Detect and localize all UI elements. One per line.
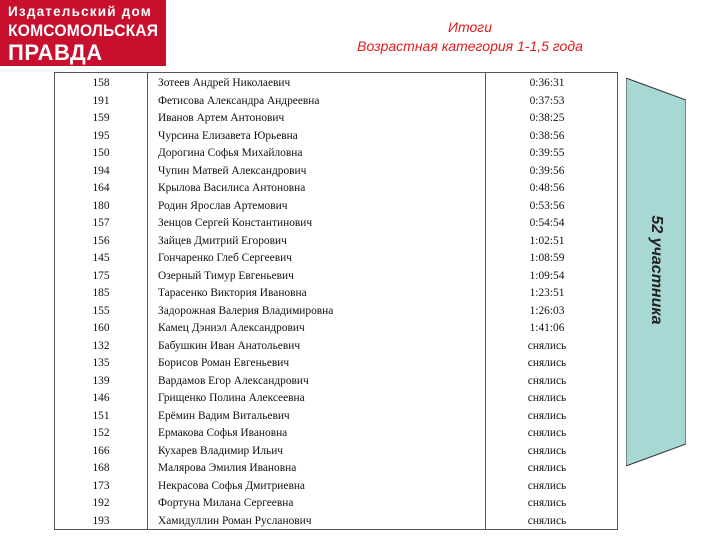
participant-name: Зотеев Андрей Николаевич xyxy=(158,77,291,89)
bib-number: 152 xyxy=(92,427,110,439)
participant-name: Ерёмин Вадим Витальевич xyxy=(158,409,290,422)
results-rows xyxy=(55,74,617,529)
logo-line-1: Издательский дом xyxy=(8,4,152,19)
bib-number: 180 xyxy=(92,199,110,212)
participant-name: Грищенко Полина Алексеевна xyxy=(158,392,305,404)
finish-time: 0:54:54 xyxy=(529,217,565,229)
table-row xyxy=(55,494,617,512)
finish-time: снялись xyxy=(527,392,567,404)
table-row xyxy=(55,442,617,460)
bib-number: 175 xyxy=(92,269,110,282)
participant-name: Зенцов Сергей Константинович xyxy=(158,217,313,229)
table-row xyxy=(55,302,617,320)
finish-time: снялись xyxy=(527,479,567,492)
bib-number: 159 xyxy=(92,112,110,124)
bib-number: 195 xyxy=(92,129,110,142)
participant-name: Чупин Матвей Александрович xyxy=(158,164,307,177)
finish-time: 1:23:51 xyxy=(529,287,565,299)
table-row xyxy=(55,127,617,145)
table-row xyxy=(55,74,617,92)
logo-line-2: КОМСОМОЛЬСКАЯ xyxy=(8,21,159,40)
finish-time: снялись xyxy=(527,357,567,369)
participant-name: Фетисова Александра Андреевна xyxy=(158,94,320,107)
finish-time: 1:08:59 xyxy=(529,252,565,264)
finish-time: снялись xyxy=(527,427,567,439)
participant-name: Ермакова Софья Ивановна xyxy=(158,427,288,439)
participant-name: Некрасова Софья Дмитриевна xyxy=(158,479,305,492)
bib-number: 193 xyxy=(92,514,110,527)
bib-number: 173 xyxy=(92,479,110,492)
finish-time: снялись xyxy=(527,444,567,457)
bib-number: 155 xyxy=(92,304,110,317)
bib-number: 135 xyxy=(92,357,110,369)
participant-name: Гончаренко Глеб Сергеевич xyxy=(158,252,292,264)
finish-time: 1:02:51 xyxy=(529,234,565,247)
bib-number: 150 xyxy=(92,147,110,159)
table-row xyxy=(55,162,617,180)
table-row xyxy=(55,512,617,530)
logo-line-3: ПРАВДА xyxy=(8,40,103,65)
table-row xyxy=(55,407,617,425)
participant-name: Крылова Василиса Антоновна xyxy=(158,182,306,194)
participant-name: Кухарев Владимир Ильич xyxy=(158,444,284,457)
table-row xyxy=(55,197,617,215)
participant-name: Бабушкин Иван Анатольевич xyxy=(158,339,301,352)
bib-number: 158 xyxy=(92,77,110,89)
bib-number: 164 xyxy=(92,182,110,194)
table-row xyxy=(55,214,617,232)
publisher-logo xyxy=(0,0,166,66)
participants-count-label: 52 участника xyxy=(648,215,665,325)
finish-time: 0:38:56 xyxy=(529,129,565,142)
table-row xyxy=(55,232,617,250)
bib-number: 168 xyxy=(92,462,110,474)
finish-time: 0:39:56 xyxy=(529,164,565,177)
finish-time: снялись xyxy=(527,514,567,527)
page-header xyxy=(300,18,640,56)
table-row xyxy=(55,284,617,302)
participant-name: Иванов Артем Антонович xyxy=(158,112,285,124)
participant-name: Зайцев Дмитрий Егорович xyxy=(158,234,287,247)
participant-name: Хамидуллин Роман Русланович xyxy=(158,514,312,527)
page-subtitle: Возрастная категория 1-1,5 года xyxy=(357,38,583,54)
bib-number: 192 xyxy=(92,497,110,509)
finish-time: 0:53:56 xyxy=(529,199,565,212)
table-row xyxy=(55,354,617,372)
bib-number: 151 xyxy=(92,409,110,422)
table-row xyxy=(55,267,617,285)
finish-time: снялись xyxy=(527,374,567,387)
table-row xyxy=(55,92,617,110)
table-row xyxy=(55,389,617,407)
participant-name: Фортуна Милана Сергеевна xyxy=(158,497,294,509)
participant-name: Дорогина Софья Михайловна xyxy=(158,147,303,159)
bib-number: 146 xyxy=(92,392,110,404)
finish-time: 0:36:31 xyxy=(529,77,565,89)
participant-name: Тарасенко Виктория Ивановна xyxy=(158,287,307,299)
bib-number: 132 xyxy=(92,339,110,352)
participant-name: Малярова Эмилия Ивановна xyxy=(158,462,297,474)
table-row xyxy=(55,249,617,267)
finish-time: 1:26:03 xyxy=(529,304,565,317)
bib-number: 157 xyxy=(92,217,110,229)
bib-number: 160 xyxy=(92,322,110,334)
table-row xyxy=(55,424,617,442)
bib-number: 166 xyxy=(92,444,110,457)
participant-name: Родин Ярослав Артемович xyxy=(158,199,288,212)
finish-time: 0:48:56 xyxy=(529,182,565,194)
bib-number: 139 xyxy=(92,374,110,387)
finish-time: 0:38:25 xyxy=(529,112,565,124)
results-table xyxy=(54,72,618,530)
table-row xyxy=(55,337,617,355)
finish-time: снялись xyxy=(527,462,567,474)
participant-name: Чурсина Елизавета Юрьевна xyxy=(158,129,298,142)
table-row xyxy=(55,179,617,197)
finish-time: 1:41:06 xyxy=(529,322,565,334)
table-row xyxy=(55,109,617,127)
finish-time: 1:09:54 xyxy=(529,269,565,282)
finish-time: 0:37:53 xyxy=(529,94,565,107)
participant-name: Задорожная Валерия Владимировна xyxy=(158,304,334,317)
finish-time: 0:39:55 xyxy=(529,147,565,159)
page-title: Итоги xyxy=(448,19,492,35)
table-row xyxy=(55,319,617,337)
finish-time: снялись xyxy=(527,339,567,352)
bib-number: 145 xyxy=(92,252,110,264)
bib-number: 156 xyxy=(92,234,110,247)
finish-time: снялись xyxy=(527,409,567,422)
participant-name: Борисов Роман Евгеньевич xyxy=(158,357,290,369)
table-row xyxy=(55,144,617,162)
participant-name: Озерный Тимур Евгеньевич xyxy=(158,269,294,282)
participant-name: Вардамов Егор Александрович xyxy=(158,374,309,387)
table-row xyxy=(55,459,617,477)
table-row xyxy=(55,477,617,495)
bib-number: 194 xyxy=(92,164,110,177)
table-row xyxy=(55,372,617,390)
participant-name: Камец Дэниэл Александрович xyxy=(158,322,305,334)
finish-time: снялись xyxy=(527,497,567,509)
bib-number: 185 xyxy=(92,287,110,299)
bib-number: 191 xyxy=(92,94,110,107)
